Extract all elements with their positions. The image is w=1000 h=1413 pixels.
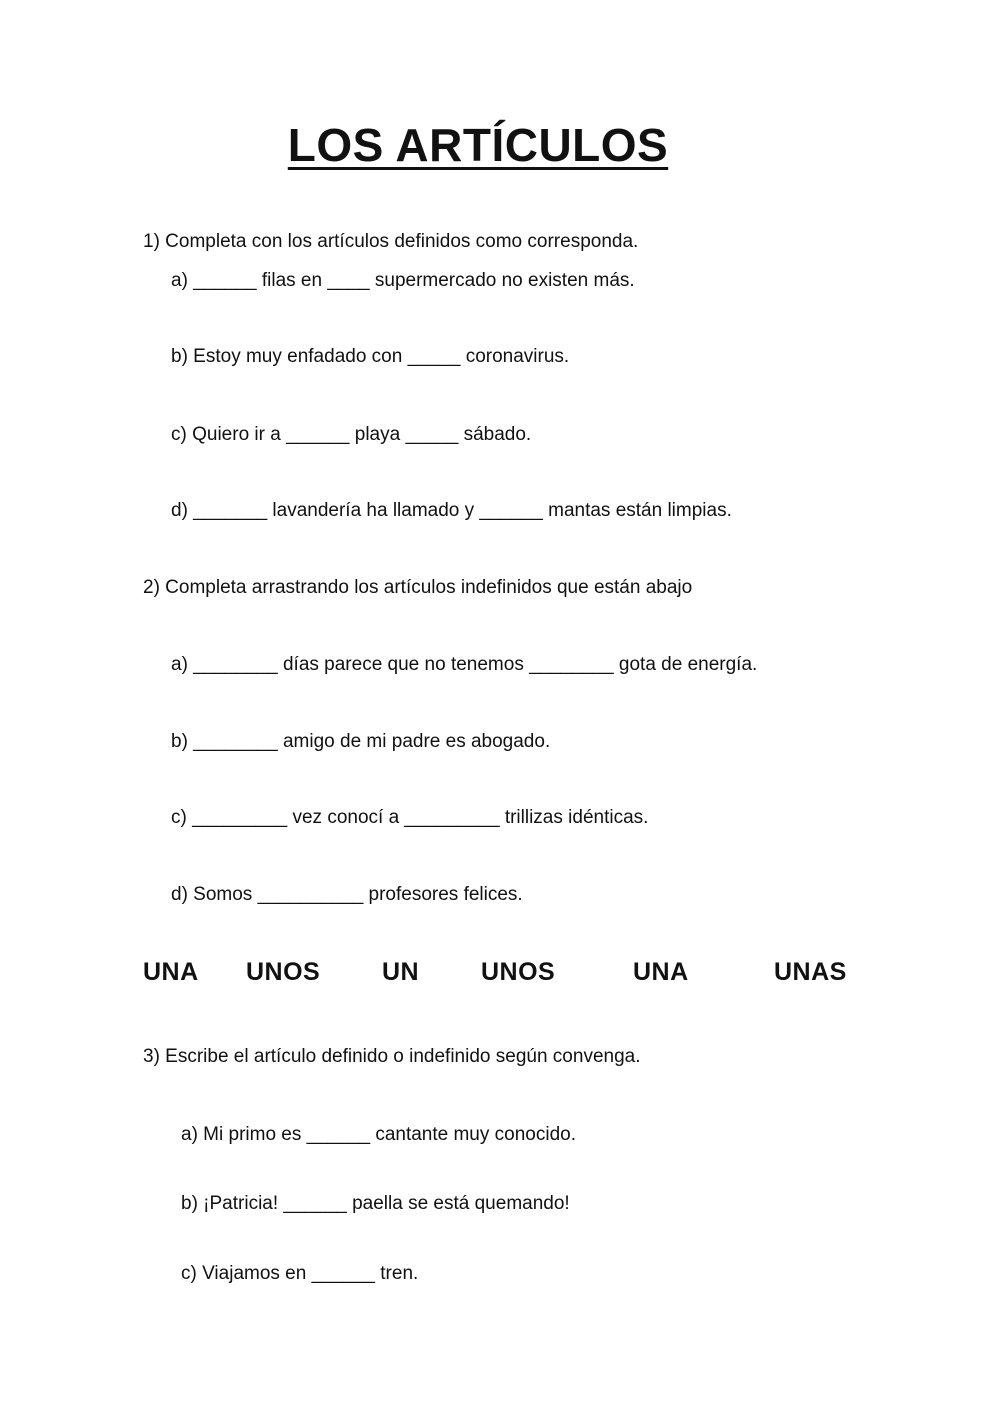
section-2-item-b: b) ________ amigo de mi padre es abogado.	[171, 731, 551, 752]
word-bank-item[interactable]: UNAS	[774, 958, 847, 986]
word-bank-item[interactable]: UNOS	[246, 958, 321, 986]
word-bank-item[interactable]: UNOS	[481, 958, 556, 986]
word-bank-item[interactable]: UN	[382, 958, 420, 986]
section-1-heading: 1) Completa con los artículos definidos como corresponda.	[143, 231, 639, 252]
section-2-item-a: a) ________ días parece que no tenemos ________ gota de energía.	[171, 654, 758, 675]
word-bank-item[interactable]: UNA	[143, 958, 199, 986]
word-bank	[0, 958, 1000, 992]
section-3-heading: 3) Escribe el artículo definido o indefinido según convenga.	[143, 1046, 641, 1067]
section-1-item-b: b) Estoy muy enfadado con _____ coronavirus.	[171, 346, 570, 367]
page-title: LOS ARTÍCULOS	[287, 119, 669, 171]
section-3-item-c: c) Viajamos en ______ tren.	[181, 1263, 419, 1284]
section-2-item-d: d) Somos __________ profesores felices.	[171, 884, 523, 905]
section-3-item-b: b) ¡Patricia! ______ paella se está quemando!	[181, 1193, 570, 1214]
section-1-item-c: c) Quiero ir a ______ playa _____ sábado.	[171, 424, 532, 445]
section-1-item-a: a) ______ filas en ____ supermercado no existen más.	[171, 270, 635, 291]
section-1-item-d: d) _______ lavandería ha llamado y ______ mantas están limpias.	[171, 500, 732, 521]
section-2-item-c: c) _________ vez conocí a _________ trillizas idénticas.	[171, 807, 649, 828]
section-2-heading: 2) Completa arrastrando los artículos indefinidos que están abajo	[143, 577, 693, 598]
word-bank-item[interactable]: UNA	[633, 958, 689, 986]
section-3-item-a: a) Mi primo es ______ cantante muy conocido.	[181, 1124, 576, 1145]
